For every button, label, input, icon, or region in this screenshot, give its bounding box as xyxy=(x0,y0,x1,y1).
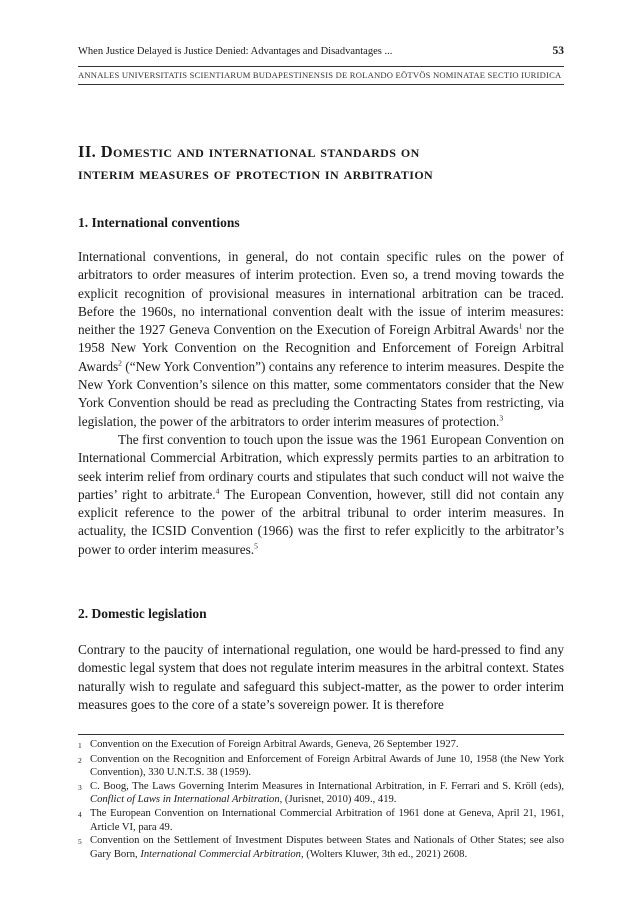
paragraph: Contrary to the paucity of international regulation, one would be hard-pressed to find any domestic legal system that does not regulate interim measures in the arbitral context. States naturally wish to regulate and safeguard this subject-matter, as the power to order interim measures goes to the core of a state’s sovereign power. It is therefore xyxy=(78,642,564,712)
paragraph: International conventions, in general, do not contain specific rules on the power of arbitrators to order measures of interim protection. Even so, a trend moving towards the explicit recognition of provisional measures in international arbitration can be traced. Before the 1960s, no international convention dealt with the issue of interim measures: neither the 1927 Geneva Convention on the Execution of Foreign Arbitral Awards$^1$ nor the 1958 New York Convention on the Recognition and Enforcement of Foreign Arbitral Awards$^2$ (“New York Convention”) contains any reference to interim measures. Despite the New York Convention’s silence on this matter, some commentators consider that the New York Convention should be read as precluding the Contracting States from restricting, via legislation, the power of the arbitrators to order interim measures of protection.$^3$ xyxy=(78,249,564,429)
subsection-body-domestic xyxy=(78,641,564,714)
footnote-text: The European Convention on International Commercial Arbitration of 1961 done at Geneva, April 21, 1961, Article VI, para 49. xyxy=(90,807,564,833)
footnote-number: 4 xyxy=(78,809,82,819)
header-divider xyxy=(78,66,564,67)
section-title-line1: II. Domestic and international standards on xyxy=(78,142,420,161)
footnote-text: Convention on the Execution of Foreign Arbitral Awards, Geneva, 26 September 1927. xyxy=(90,739,459,750)
footnote-ref[interactable]: 3 xyxy=(499,413,504,423)
footnote-number: 1 xyxy=(78,741,82,750)
running-title: When Justice Delayed is Justice Denied: Advantages and Disadvantages ... xyxy=(78,46,393,57)
footnote-ref[interactable]: 4 xyxy=(215,486,220,496)
footnote xyxy=(78,753,564,780)
footnote-number: 3 xyxy=(78,782,82,792)
section-title xyxy=(78,141,564,185)
subsection-body-international xyxy=(78,248,564,559)
footnote xyxy=(78,807,564,834)
footnote-number: 2 xyxy=(78,755,82,765)
footnote xyxy=(78,834,564,861)
running-header xyxy=(78,45,564,57)
section-title-line2: interim measures of protection in arbitration xyxy=(78,164,434,183)
footnote-text: Convention on the Recognition and Enforcement of Foreign Arbitral Awards of June 10, 1958 (the New York Convention), 330 U.N.T.S. 38 (1959). xyxy=(90,753,564,779)
paragraph: The first convention to touch upon the issue was the 1961 European Convention on International Commercial Arbitration, which expressly permits parties to an arbitration to seek interim relief from ordinary courts and stipulates that such conduct will not waive the parties’ right to arbitrate.$^4$ The European Convention, however, still did not contain any explicit reference to the power of the arbitral tribunal to order interim measures. In actuality, the ICSID Convention (1966) was the first to refer explicitly to the arbitrator’s power to order interim measures.$^5$ xyxy=(78,431,565,557)
footnote-text: C. Boog, The Laws Governing Interim Measures in International Arbitration, in F. Ferrari and S. Kröll (eds), Conflict of Laws in International Arbitration, (Jurisnet, 2010) 409., 419. xyxy=(90,780,564,806)
journal-name: ANNALES UNIVERSITATIS SCIENTIARUM BUDAPESTINENSIS DE ROLANDO EÖTVÖS NOMINATAE SECTIO IURIDICA xyxy=(78,70,562,80)
subsection-heading-international: 1. International conventions xyxy=(78,215,240,230)
footnotes xyxy=(78,738,564,861)
page-number: 53 xyxy=(552,45,564,57)
footnote-number: 5 xyxy=(78,837,82,847)
subsection-heading-domestic: 2. Domestic legislation xyxy=(78,606,207,621)
footnote-text: Convention on the Settlement of Investment Disputes between States and Nationals of Other States; see also Gary Born, International Commercial Arbitration, (Wolters Kluwer, 3th ed., 2021) 2608. xyxy=(90,835,564,860)
footnote-ref[interactable]: 5 xyxy=(254,541,258,551)
footnote xyxy=(78,780,564,807)
footnote-ref[interactable]: 2 xyxy=(118,358,122,368)
footnote-ref[interactable]: 1 xyxy=(518,321,523,331)
journal-divider xyxy=(78,84,564,85)
footnote-divider xyxy=(78,734,564,735)
footnote xyxy=(78,738,564,753)
